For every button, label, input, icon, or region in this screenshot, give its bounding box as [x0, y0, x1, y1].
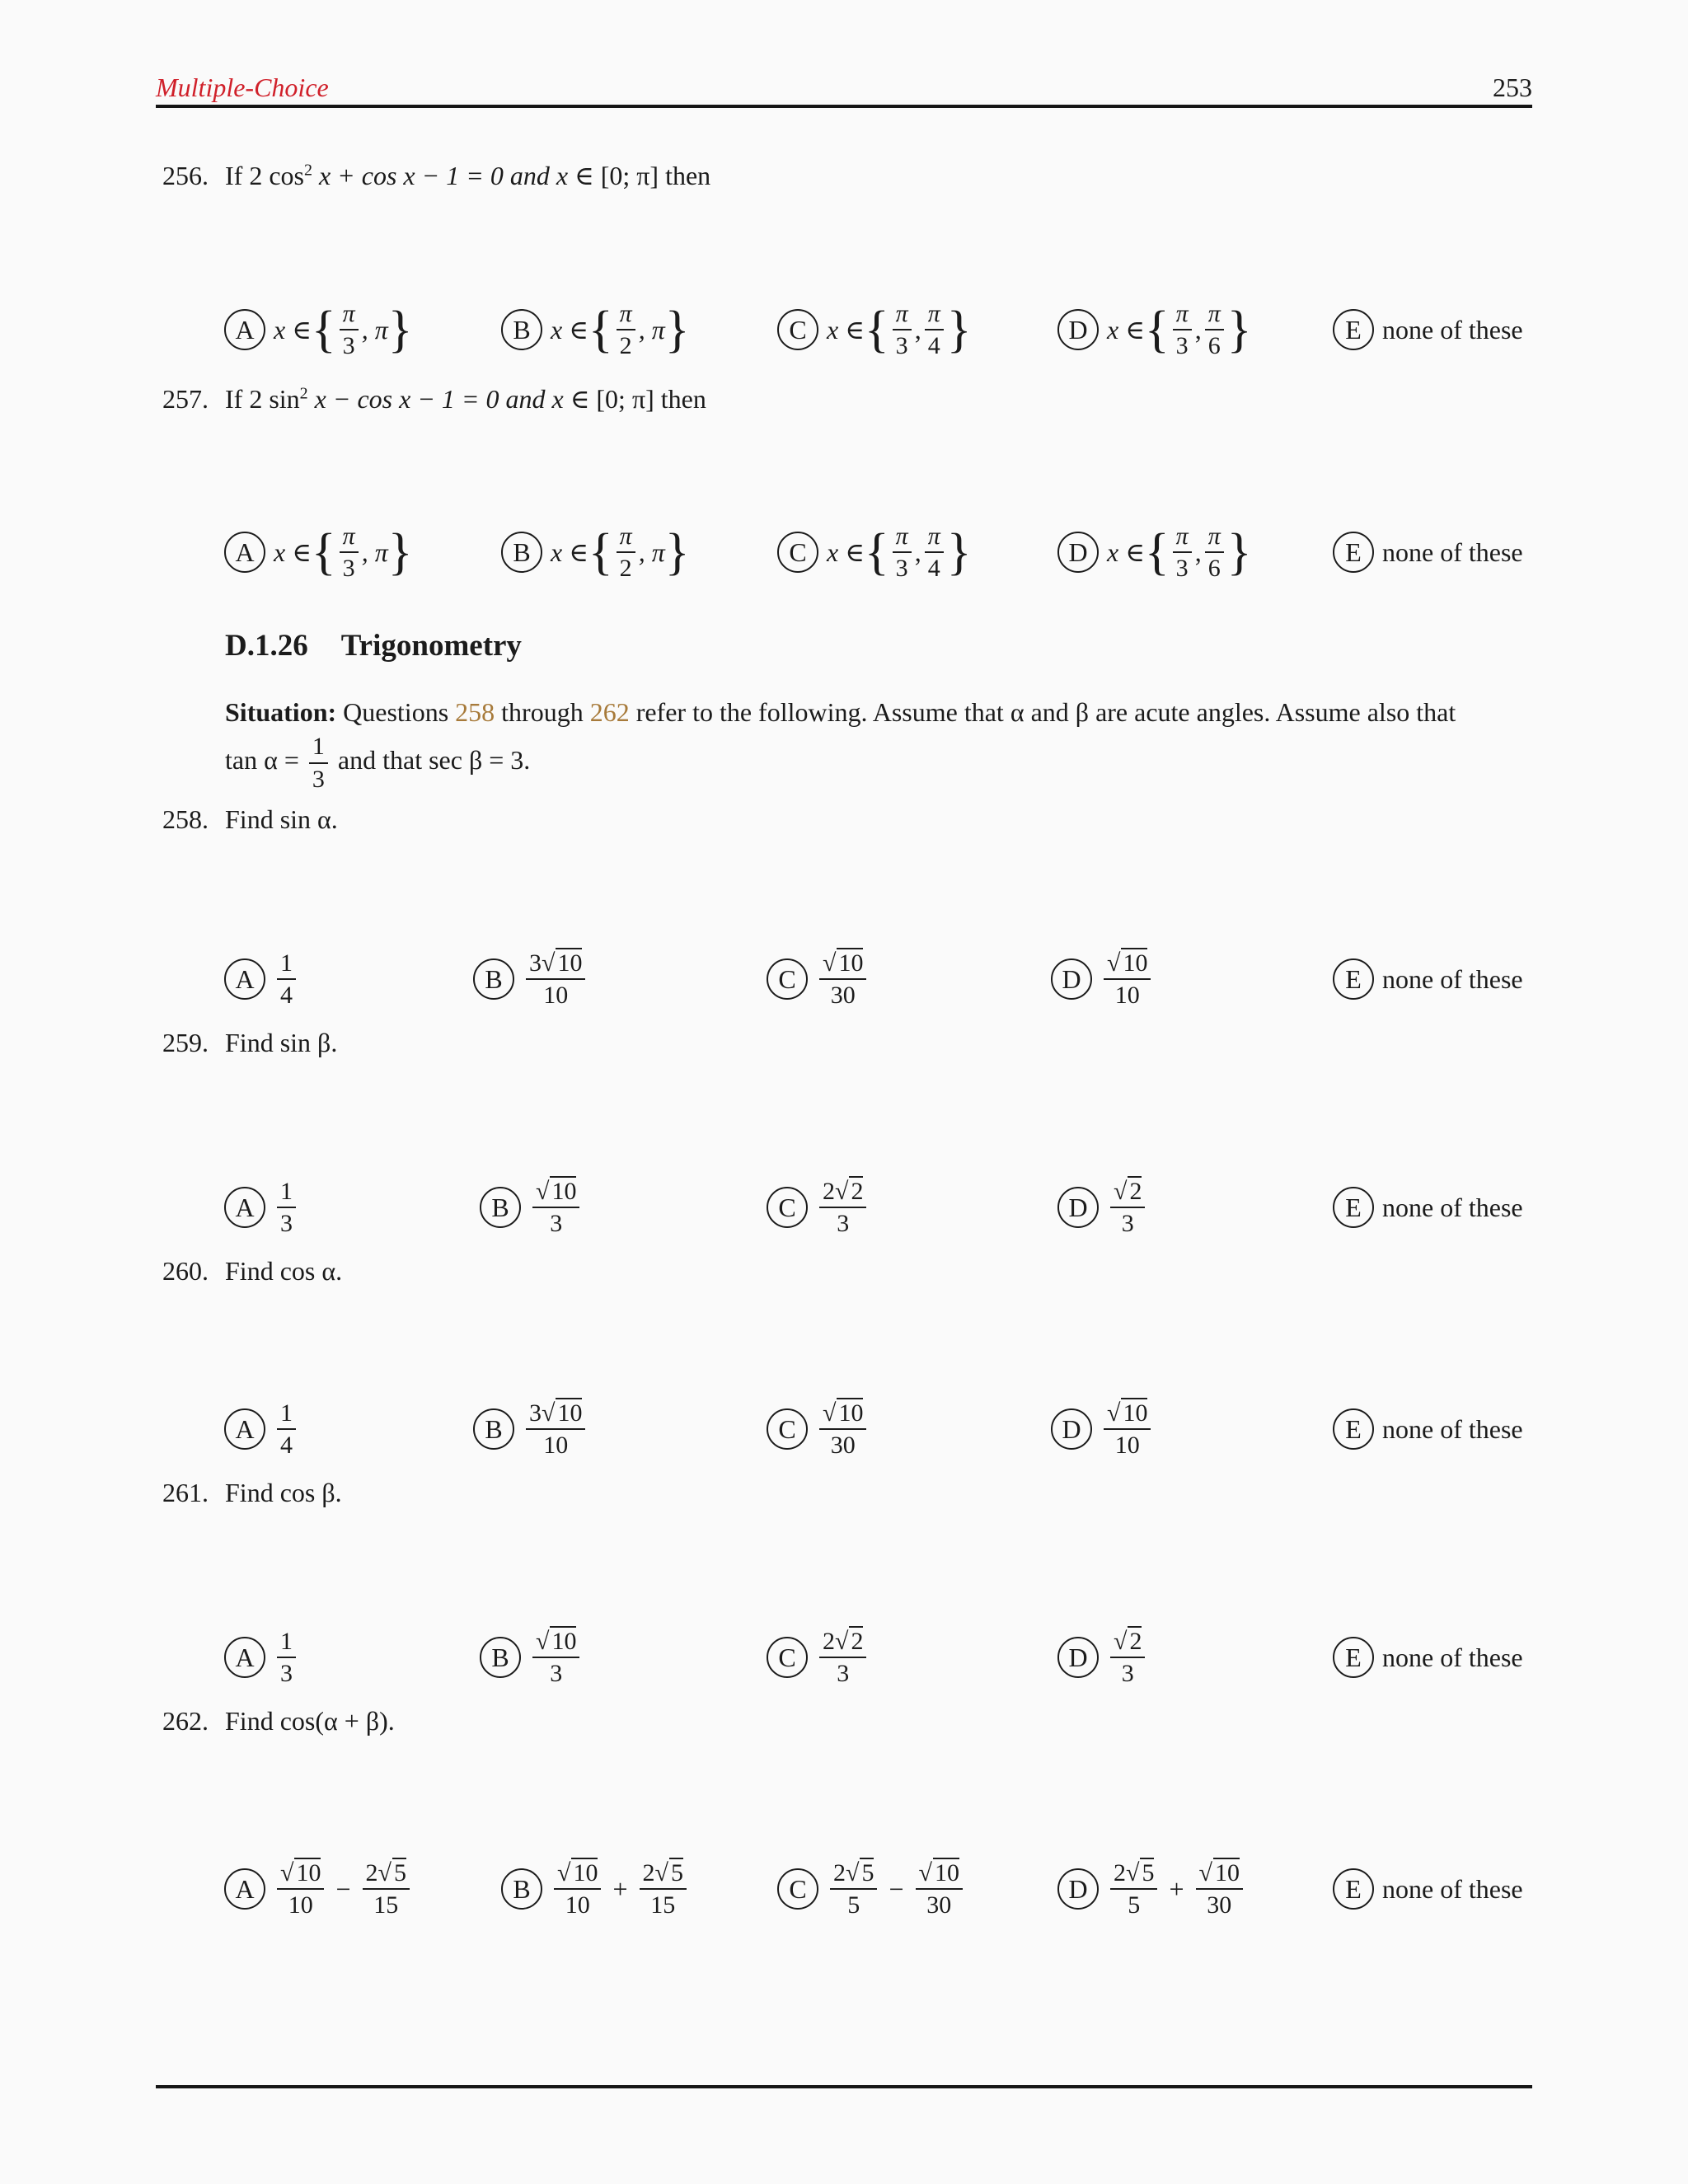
header-rule [156, 105, 1532, 108]
numerator: π [893, 523, 912, 554]
choice-text: none of these [1382, 1413, 1523, 1444]
question-262-stem [162, 1706, 395, 1736]
fraction: $\frac{3√ 10}{10}$ [526, 950, 585, 1009]
set-variable: x ∈ [827, 537, 865, 567]
left-brace: { [311, 302, 336, 358]
question-number: 262. [162, 1706, 209, 1736]
stem-text: Find cos(α + β). [225, 1706, 395, 1736]
q262-choice-d[interactable] [1057, 1840, 1246, 1938]
denominator: 3 [895, 555, 908, 582]
q256-choice-a[interactable] [224, 280, 412, 379]
q260-choice-e[interactable] [1333, 1380, 1523, 1479]
choice-letter: B [473, 958, 514, 1000]
right-brace: } [664, 302, 690, 358]
radicand: 10 [934, 1858, 959, 1886]
denominator: 10 [1114, 1432, 1140, 1459]
radicand: 10 [557, 949, 583, 977]
radicand: 2 [851, 1627, 864, 1655]
fraction [309, 733, 328, 792]
denominator: 10 [565, 1891, 590, 1919]
denominator: 3 [550, 1210, 563, 1237]
stem-part: If 2 cos [225, 161, 304, 190]
set-tail: , π [361, 537, 388, 567]
stem-part: x − cos x − 1 = 0 and [307, 384, 552, 414]
fraction: $\frac{3√ 10}{10}$ [526, 1400, 585, 1459]
denominator: 4 [927, 555, 940, 582]
question-257-stem [162, 383, 706, 415]
right-brace: } [387, 302, 413, 358]
q261-choice-c[interactable] [767, 1608, 870, 1707]
choice-letter: D [1057, 309, 1099, 350]
question-number: 261. [162, 1478, 209, 1507]
choice-letter: A [224, 1637, 265, 1678]
denominator: 30 [830, 1432, 856, 1459]
choice-text: none of these [1382, 963, 1523, 994]
stem-variable: x [551, 384, 564, 414]
situation-text: through [495, 697, 590, 727]
page-number: 253 [1493, 73, 1532, 102]
denominator: 4 [280, 982, 293, 1009]
operator: − [335, 1873, 351, 1904]
fraction: $\frac{√ 10}{10}$ [1104, 1400, 1151, 1459]
fraction: $\frac{√ 10}{10}$ [277, 1860, 324, 1919]
fraction [925, 523, 944, 582]
denominator: 10 [543, 1432, 569, 1459]
question-number: 257. [162, 384, 209, 414]
denominator: 10 [1114, 982, 1140, 1009]
denominator: 3 [1121, 1210, 1134, 1237]
fraction: $\frac{√ 10}{30}$ [916, 1860, 963, 1919]
denominator: 3 [1175, 555, 1189, 582]
question-ref-link[interactable]: 262 [589, 697, 630, 727]
stem-part: If 2 sin [225, 384, 300, 414]
set-variable: x ∈ [1107, 537, 1145, 567]
denominator: 6 [1207, 332, 1221, 359]
set-variable: x ∈ [1107, 315, 1145, 344]
denominator: 10 [288, 1891, 313, 1919]
radicand: 5 [393, 1858, 406, 1886]
q257-choice-c[interactable]: C x ∈ { $\frac{\pi}{3}$ , $\frac{\pi}{4}$ } [777, 503, 971, 602]
radicand: 5 [861, 1858, 874, 1886]
numerator: π [340, 523, 359, 554]
choice-letter: C [777, 1868, 818, 1910]
stem-text: Find cos β. [225, 1478, 342, 1507]
denominator: 30 [1207, 1891, 1232, 1919]
numerator: π [617, 523, 635, 554]
fraction [277, 1629, 296, 1687]
q260-choice-c[interactable] [767, 1380, 870, 1479]
stem-text: Find sin α. [225, 804, 338, 834]
radicand: 2 [851, 1177, 864, 1205]
denominator: 4 [927, 332, 940, 359]
fraction [1205, 301, 1224, 359]
radicand: 10 [551, 1627, 577, 1655]
choice-text: none of these [1382, 1873, 1523, 1904]
q261-choice-a[interactable] [224, 1608, 299, 1707]
q257-choice-e[interactable] [1333, 503, 1523, 602]
q259-choice-d[interactable] [1057, 1158, 1148, 1257]
question-260-stem [162, 1256, 342, 1286]
fraction: $\frac{2√ 2}{3}$ [819, 1629, 866, 1687]
left-brace: { [311, 524, 336, 580]
q258-choice-c[interactable] [767, 930, 870, 1029]
denominator: 3 [312, 765, 325, 793]
q260-choice-a[interactable] [224, 1380, 299, 1479]
fraction [925, 301, 944, 359]
radicand: 5 [1142, 1858, 1155, 1886]
denominator: 3 [342, 555, 355, 582]
fraction: $\frac{√ 10}{3}$ [532, 1629, 579, 1687]
denominator: 3 [342, 332, 355, 359]
fraction [277, 1179, 296, 1237]
choice-letter: B [501, 309, 542, 350]
question-256-stem [162, 160, 710, 191]
choice-letter: C [767, 958, 808, 1000]
running-header-title: Multiple-Choice [156, 73, 329, 102]
numerator: π [340, 301, 359, 331]
fraction [340, 523, 359, 582]
choice-text: none of these [1382, 1642, 1523, 1672]
choice-letter: E [1333, 958, 1374, 1000]
radicand: 10 [296, 1858, 321, 1886]
choice-letter: B [480, 1187, 521, 1228]
question-number: 259. [162, 1028, 209, 1057]
denominator: 3 [1121, 1660, 1134, 1687]
q258-choice-e[interactable] [1333, 930, 1523, 1029]
radicand: 2 [1129, 1177, 1142, 1205]
coefficient: 3 [529, 1399, 542, 1427]
stem-text: Find sin β. [225, 1028, 338, 1057]
denominator: 3 [895, 332, 908, 359]
fraction: $\frac{2√ 5}{5}$ [1110, 1860, 1157, 1919]
fraction [617, 523, 635, 582]
numerator: π [1173, 523, 1192, 554]
numerator: π [1173, 301, 1192, 331]
choice-letter: C [777, 309, 818, 350]
choice-letter: E [1333, 1868, 1374, 1910]
choice-letter: A [224, 532, 265, 573]
radicand: 5 [670, 1858, 683, 1886]
set-variable: x ∈ [274, 315, 312, 344]
left-brace: { [864, 302, 889, 358]
radicand: 10 [838, 1399, 864, 1427]
q259-choice-a[interactable] [224, 1158, 299, 1257]
denominator: 3 [837, 1660, 850, 1687]
coefficient: 2 [823, 1627, 835, 1655]
choice-text: none of these [1382, 1192, 1523, 1222]
denominator: 30 [926, 1891, 952, 1919]
q258-choice-a[interactable] [224, 930, 299, 1029]
fraction: $\frac{√ 10}{10}$ [1104, 950, 1151, 1009]
stem-part: ∈ [0; π] then [563, 384, 706, 414]
denominator: 3 [1175, 332, 1189, 359]
q261-choice-e[interactable] [1333, 1608, 1523, 1707]
coefficient: 2 [1114, 1858, 1126, 1886]
footer-rule [156, 2085, 1532, 2088]
fraction [1173, 301, 1192, 359]
q258-choice-d[interactable] [1051, 930, 1154, 1029]
left-brace: { [1144, 524, 1170, 580]
q262-choice-b[interactable] [501, 1840, 690, 1938]
choice-letter: E [1333, 1637, 1374, 1678]
choice-letter: C [767, 1408, 808, 1450]
question-number: 256. [162, 161, 209, 190]
choice-letter: E [1333, 1187, 1374, 1228]
situation-label: Situation: [225, 697, 337, 727]
fraction: $\frac{√ 2}{3}$ [1110, 1629, 1145, 1687]
denominator: 5 [847, 1891, 860, 1919]
right-brace: } [664, 524, 690, 580]
radicand: 10 [573, 1858, 598, 1886]
fraction: $\frac{√ 10}{10}$ [554, 1860, 601, 1919]
coefficient: 2 [365, 1858, 378, 1886]
q259-choice-b[interactable] [480, 1158, 583, 1257]
numerator: π [925, 301, 944, 331]
stem-variable: x [556, 161, 569, 190]
denominator: 5 [1128, 1891, 1141, 1919]
choice-letter: B [501, 1868, 542, 1910]
set-tail: , π [638, 314, 665, 344]
choice-letter: B [473, 1408, 514, 1450]
choice-letter: A [224, 1187, 265, 1228]
radicand: 10 [1123, 1399, 1148, 1427]
set-variable: x ∈ [827, 315, 865, 344]
operator: + [612, 1873, 628, 1904]
question-259-stem [162, 1028, 337, 1058]
numerator: π [893, 301, 912, 331]
situation-paragraph [225, 691, 1626, 792]
numerator: π [617, 301, 635, 331]
set-variable: x ∈ [551, 537, 588, 567]
q256-choice-d[interactable]: D x ∈ { $\frac{\pi}{3}$ , $\frac{\pi}{6}$ } [1057, 280, 1251, 379]
radicand: 10 [551, 1177, 577, 1205]
fraction: $\frac{√ 10}{3}$ [532, 1179, 579, 1237]
fraction [1205, 523, 1224, 582]
right-brace: } [387, 524, 413, 580]
section-number: D.1.26 [225, 629, 308, 663]
fraction: $\frac{√ 10}{30}$ [819, 1400, 866, 1459]
q257-choice-b[interactable] [501, 503, 689, 602]
fraction: $\frac{√ 10}{30}$ [1196, 1860, 1243, 1919]
situation-text: Questions [336, 697, 456, 727]
set-variable: x ∈ [551, 315, 588, 344]
coefficient: 2 [833, 1858, 846, 1886]
exponent: 2 [303, 161, 312, 180]
fraction: $\frac{√ 2}{3}$ [1110, 1179, 1145, 1237]
fraction [277, 1400, 296, 1459]
question-number: 258. [162, 804, 209, 834]
fraction: $\frac{2√ 5}{15}$ [640, 1860, 687, 1919]
choice-letter: B [480, 1637, 521, 1678]
choice-letter: D [1057, 1637, 1099, 1678]
right-brace: } [1226, 302, 1252, 358]
choice-letter: C [767, 1187, 808, 1228]
choice-letter: E [1333, 532, 1374, 573]
situation-text: and that sec β = 3. [331, 744, 531, 775]
denominator: 3 [550, 1660, 563, 1687]
radicand: 10 [1123, 949, 1148, 977]
denominator: 10 [543, 982, 569, 1009]
fraction: $\frac{√ 10}{30}$ [819, 950, 866, 1009]
choice-letter: E [1333, 1408, 1374, 1450]
denominator: 4 [280, 1432, 293, 1459]
q259-choice-c[interactable] [767, 1158, 870, 1257]
section-title: Trigonometry [340, 629, 522, 663]
operator: − [889, 1873, 904, 1904]
q260-choice-b[interactable] [473, 1380, 588, 1479]
fraction [617, 301, 635, 359]
q257-choice-a[interactable] [224, 503, 412, 602]
question-number: 260. [162, 1256, 209, 1286]
q258-choice-b[interactable] [473, 930, 588, 1029]
set-tail: , π [638, 537, 665, 567]
stem-part: x + cos x − 1 = 0 and [312, 161, 556, 190]
choice-letter: D [1051, 958, 1092, 1000]
choice-letter: A [224, 1868, 265, 1910]
question-258-stem [162, 804, 338, 835]
choice-letter: B [501, 532, 542, 573]
choice-letter: C [777, 532, 818, 573]
numerator: 1 [309, 733, 328, 764]
q257-choice-d[interactable]: D x ∈ { $\frac{\pi}{3}$ , $\frac{\pi}{6}$ } [1057, 503, 1251, 602]
question-261-stem [162, 1478, 342, 1508]
set-variable: x ∈ [274, 537, 312, 567]
choice-letter: C [767, 1637, 808, 1678]
q262-choice-c[interactable] [777, 1840, 966, 1938]
right-brace: } [946, 524, 972, 580]
choice-letter: D [1057, 1187, 1099, 1228]
right-brace: } [946, 302, 972, 358]
left-brace: { [1144, 302, 1170, 358]
fraction: $\frac{2√ 5}{15}$ [363, 1860, 410, 1919]
choice-letter: A [224, 1408, 265, 1450]
left-brace: { [588, 524, 613, 580]
fraction [893, 301, 912, 359]
exponent: 2 [299, 384, 308, 403]
choice-letter: D [1051, 1408, 1092, 1450]
choice-text: none of these [1382, 314, 1523, 344]
left-brace: { [864, 524, 889, 580]
q261-choice-d[interactable] [1057, 1608, 1148, 1707]
fraction [893, 523, 912, 582]
q262-choice-e[interactable] [1333, 1840, 1523, 1938]
q256-choice-e[interactable] [1333, 280, 1523, 379]
radicand: 10 [838, 949, 864, 977]
choice-letter: E [1333, 309, 1374, 350]
radicand: 10 [557, 1399, 583, 1427]
numerator: π [1205, 523, 1224, 554]
coefficient: 3 [529, 949, 542, 977]
denominator: 15 [373, 1891, 399, 1919]
fraction [340, 301, 359, 359]
q256-choice-c[interactable]: C x ∈ { $\frac{\pi}{3}$ , $\frac{\pi}{4}$ } [777, 280, 971, 379]
situation-text: refer to the following. Assume that α and β are acute angles. Assume also that [629, 697, 1456, 727]
q262-choice-a[interactable] [224, 1840, 413, 1938]
set-tail: , π [361, 314, 388, 344]
right-brace: } [1226, 524, 1252, 580]
denominator: 2 [619, 332, 632, 359]
section-heading [225, 628, 522, 663]
question-ref-link[interactable]: 258 [455, 697, 495, 727]
fraction [277, 950, 296, 1009]
operator: + [1169, 1873, 1184, 1904]
choice-letter: A [224, 958, 265, 1000]
choice-text: none of these [1382, 537, 1523, 567]
q261-choice-b[interactable] [480, 1608, 583, 1707]
numerator: 1 [277, 1629, 296, 1659]
left-brace: { [588, 302, 613, 358]
choice-letter: D [1057, 1868, 1099, 1910]
q259-choice-e[interactable] [1333, 1158, 1523, 1257]
fraction: $\frac{2√ 2}{3}$ [819, 1179, 866, 1237]
denominator: 6 [1207, 555, 1221, 582]
choice-letter: D [1057, 532, 1099, 573]
denominator: 3 [280, 1210, 293, 1237]
choice-letter: A [224, 309, 265, 350]
radicand: 10 [1214, 1858, 1240, 1886]
numerator: π [1205, 301, 1224, 331]
situation-text: tan α = [225, 744, 299, 775]
radicand: 2 [1129, 1627, 1142, 1655]
q256-choice-b[interactable] [501, 280, 689, 379]
numerator: 1 [277, 1179, 296, 1209]
denominator: 2 [619, 555, 632, 582]
denominator: 3 [837, 1210, 850, 1237]
stem-text: Find cos α. [225, 1256, 343, 1286]
denominator: 3 [280, 1660, 293, 1687]
numerator: 1 [277, 950, 296, 981]
denominator: 30 [830, 982, 856, 1009]
numerator: 1 [277, 1400, 296, 1431]
denominator: 15 [650, 1891, 676, 1919]
coefficient: 2 [642, 1858, 655, 1886]
q260-choice-d[interactable] [1051, 1380, 1154, 1479]
coefficient: 2 [823, 1177, 835, 1205]
numerator: π [925, 523, 944, 554]
stem-part: ∈ [0; π] then [568, 161, 711, 190]
fraction: $\frac{2√ 5}{5}$ [830, 1860, 877, 1919]
fraction [1173, 523, 1192, 582]
